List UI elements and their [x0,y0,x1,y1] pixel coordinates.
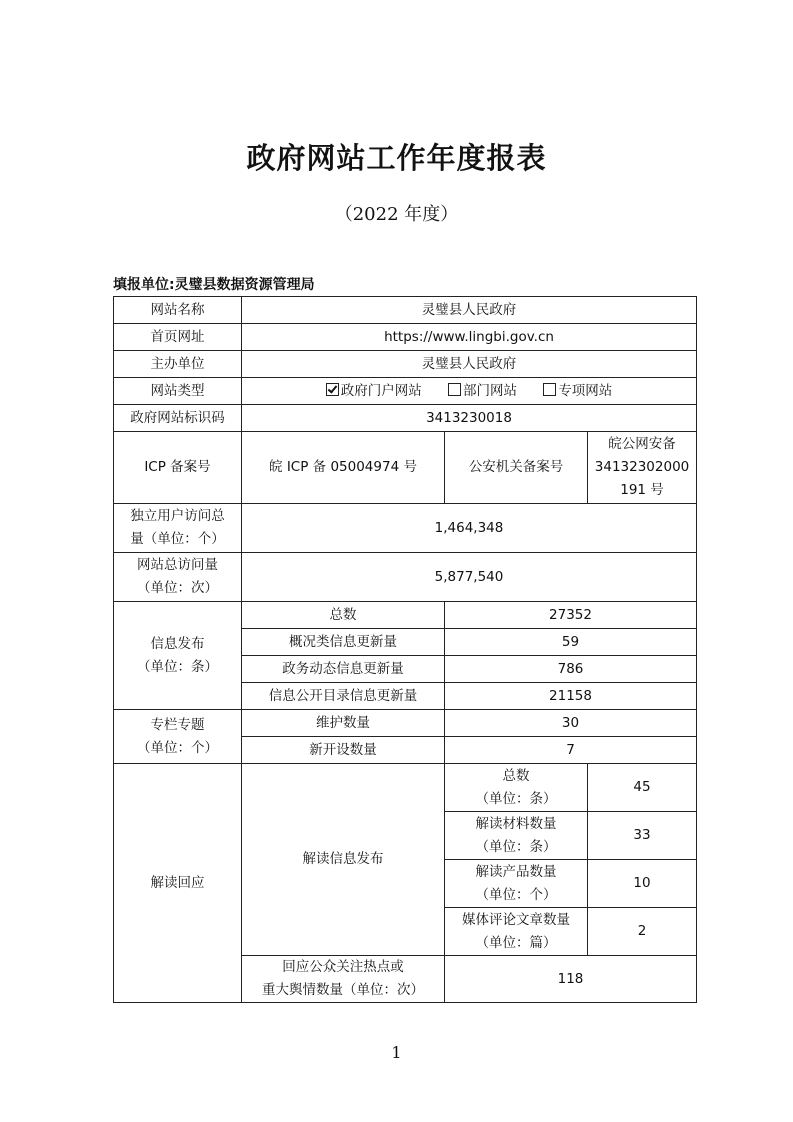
option-label: 部门网站 [463,382,518,399]
cell-value: 3413230018 [242,405,697,432]
cell-label: 政府网站标识码 [114,405,242,432]
report-year: （2022 年度） [334,204,459,225]
text-line: （单位：个） [137,739,218,756]
table-row [114,378,697,405]
unchecked-checkbox-icon [448,383,461,396]
cell-value: 5,877,540 [242,553,697,602]
table-row [114,764,697,812]
table-row [114,432,697,504]
table-row [114,553,697,602]
table-row [114,324,697,351]
cell-label: 公安机关备案号 [445,432,588,504]
text-line: 总数 [502,767,530,784]
cell-label: 解读回应 [114,764,242,1003]
cell-label: 维护数量 [242,710,445,737]
text-line: （单位：个） [475,886,557,903]
table-row [114,351,697,378]
filling-unit: 填报单位:灵璧县数据资源管理局 [113,277,315,293]
text-line: 回应公众关注热点或 [282,959,404,975]
table-row [114,297,697,324]
option-label: 专项网站 [558,382,613,399]
text-line: 媒体评论文章数量 [462,911,570,928]
cell-label [114,602,242,710]
cell-label: 网站名称 [114,297,242,324]
cell-label [114,553,242,602]
text-line: （单位：条） [475,838,557,855]
text-line: （单位：篇） [475,934,557,951]
cell-value: 灵璧县人民政府 [242,297,697,324]
text-line: （单位：次） [137,580,218,596]
report-table [113,296,697,1003]
cell-value: 27352 [445,602,697,629]
cell-label [445,764,588,812]
text-line: 独立用户访问总 [130,508,225,524]
site-type-option-special [543,383,612,399]
cell-label: 网站类型 [114,378,242,405]
text-line: 191 号 [620,482,664,498]
cell-value: 灵璧县人民政府 [242,351,697,378]
text-line: 信息发布 [150,635,205,652]
cell-value: 786 [445,656,697,683]
site-type-option-department [448,383,517,399]
cell-label: 首页网址 [114,324,242,351]
cell-label: 主办单位 [114,351,242,378]
cell-value: 45 [588,764,697,812]
unchecked-checkbox-icon [543,383,556,396]
homepage-url: https://www.lingbi.gov.cn [242,324,697,351]
cell-label [114,504,242,553]
option-label: 政府门户网站 [340,382,422,399]
cell-label [242,956,445,1003]
text-line: 重大舆情数量（单位：次） [262,982,424,998]
text-line: （单位：条） [137,658,218,675]
page-title: 政府网站工作年度报表 [246,141,547,175]
cell-label: ICP 备案号 [114,432,242,504]
cell-value: 1,464,348 [242,504,697,553]
cell-value: 59 [445,629,697,656]
cell-label: 解读信息发布 [242,764,445,956]
cell-label: 新开设数量 [242,737,445,764]
table-row [114,710,697,737]
site-type-option-portal [326,383,422,399]
cell-value: 33 [588,812,697,860]
cell-label: 政务动态信息更新量 [242,656,445,683]
cell-value: 2 [588,908,697,956]
text-line: （单位：条） [475,790,557,807]
text-line: 量（单位：个） [130,531,225,547]
cell-value: 30 [445,710,697,737]
icp-number: 皖 ICP 备 05004974 号 [242,432,445,504]
cell-label [445,812,588,860]
page-number: 1 [391,1043,402,1062]
cell-label: 总数 [242,602,445,629]
cell-label: 信息公开目录信息更新量 [242,683,445,710]
cell-label [114,710,242,764]
police-record-number [588,432,697,504]
cell-value: 10 [588,860,697,908]
cell-value: 21158 [445,683,697,710]
text-line: 网站总访问量 [137,557,218,573]
text-line: 解读产品数量 [475,863,557,880]
table-row [114,602,697,629]
cell-label: 概况类信息更新量 [242,629,445,656]
text-line: 皖公网安备 [608,436,676,452]
site-type-options [242,378,697,405]
text-line: 34132302000 [594,459,690,475]
table-row [114,504,697,553]
cell-label [445,860,588,908]
text-line: 解读材料数量 [475,815,557,832]
text-line: 专栏专题 [150,716,205,733]
checked-checkbox-icon [326,383,339,396]
cell-label [445,908,588,956]
cell-value: 118 [445,956,697,1003]
table-row [114,405,697,432]
cell-value: 7 [445,737,697,764]
